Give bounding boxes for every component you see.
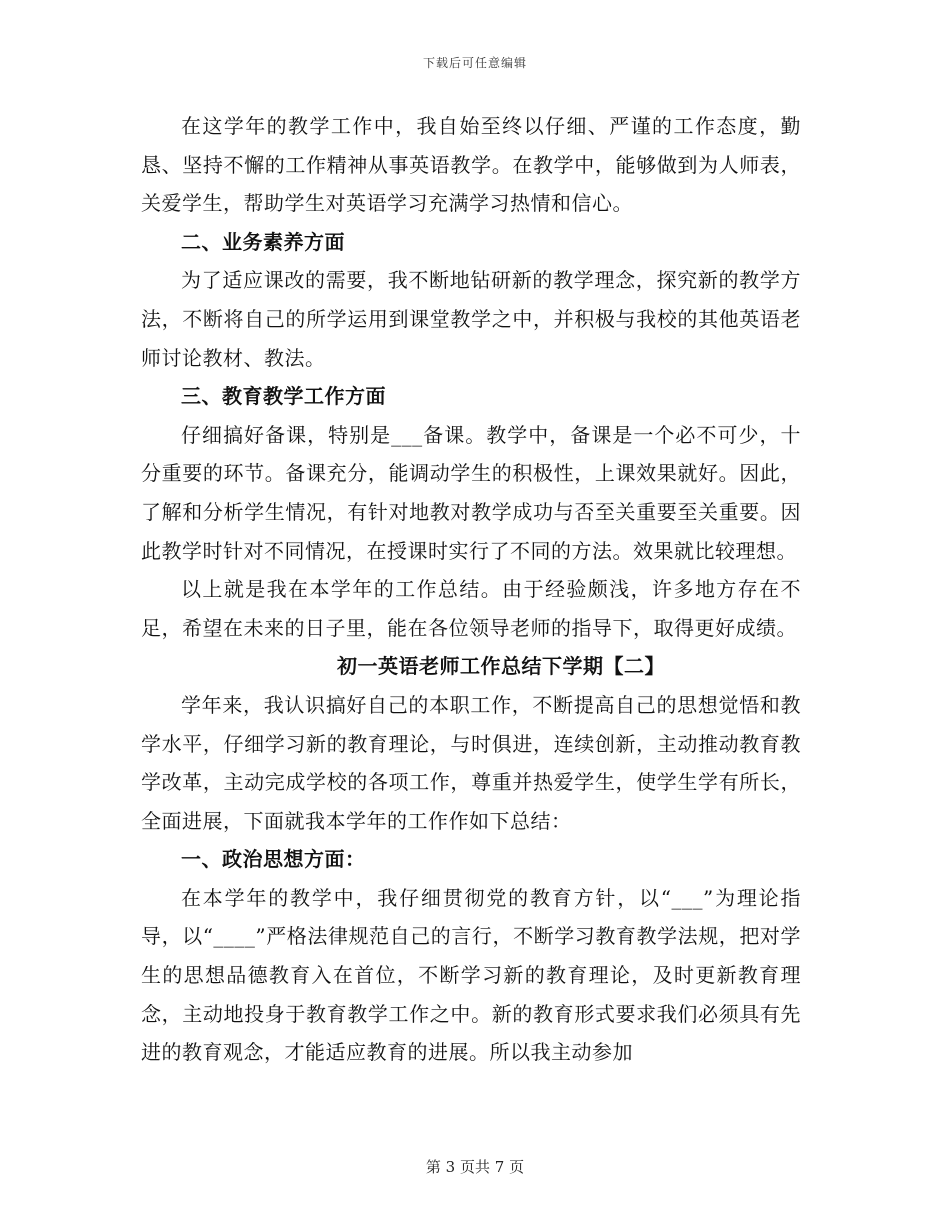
page-number: 第 3 页共 7 页 bbox=[425, 1158, 525, 1176]
section-heading: 二、业务素养方面 bbox=[181, 229, 345, 254]
paragraph: 仔细搞好备课，特别是___备课。教学中，备课是一个必不可少，十分重要的环节。备课充分，能调动学生的积极性，上课效果就好。因此，了解和分析学生情况，有针对地教对教学成功与否至关重要至关重要。因此教学时针对不同情况，在授课时实行了不同的方法。效果就比较理想。 bbox=[141, 422, 801, 563]
paragraph: 学年来，我认识搞好自己的本职工作，不断提高自己的思想觉悟和教学水平，仔细学习新的教育理论，与时俱进，连续创新，主动推动教育教学改革，主动完成学校的各项工作，尊重并热爱学生，使学生学有所长，全面进展，下面就我本学年的工作作如下总结： bbox=[141, 692, 801, 833]
paragraph: 在这学年的教学工作中，我自始至终以仔细、严谨的工作态度，勤恳、坚持不懈的工作精神从事英语教学。在教学中，能够做到为人师表，关爱学生，帮助学生对英语学习充满学习热情和信心。 bbox=[141, 114, 801, 216]
document-body bbox=[141, 107, 801, 1072]
paragraph: 以上就是我在本学年的工作总结。由于经验颇浅，许多地方存在不足，希望在未来的日子里，能在各位领导老师的指导下，取得更好成绩。 bbox=[141, 577, 801, 640]
section-heading: 三、教育教学工作方面 bbox=[181, 384, 386, 409]
section-heading: 一、政治思想方面： bbox=[181, 847, 366, 872]
document-section-title: 初一英语老师工作总结下学期【二】 bbox=[337, 654, 665, 679]
paragraph: 为了适应课改的需要，我不断地钻研新的教学理念，探究新的教学方法，不断将自己的所学运用到课堂教学之中，并积极与我校的其他英语老师讨论教材、教法。 bbox=[141, 268, 801, 370]
paragraph: 在本学年的教学中，我仔细贯彻党的教育方针，以“___”为理论指导，以“____”严格法律规范自己的言行，不断学习教育教学法规，把对学生的思想品德教育入在首位，不断学习新的教育理论，及时更新教育理念，主动地投身于教育教学工作之中。新的教育形式要求我们必须具有先进的教育观念，才能适应教育的进展。所以我主动参加 bbox=[141, 885, 801, 1065]
header-note: 下载后可任意编辑 bbox=[422, 56, 527, 70]
